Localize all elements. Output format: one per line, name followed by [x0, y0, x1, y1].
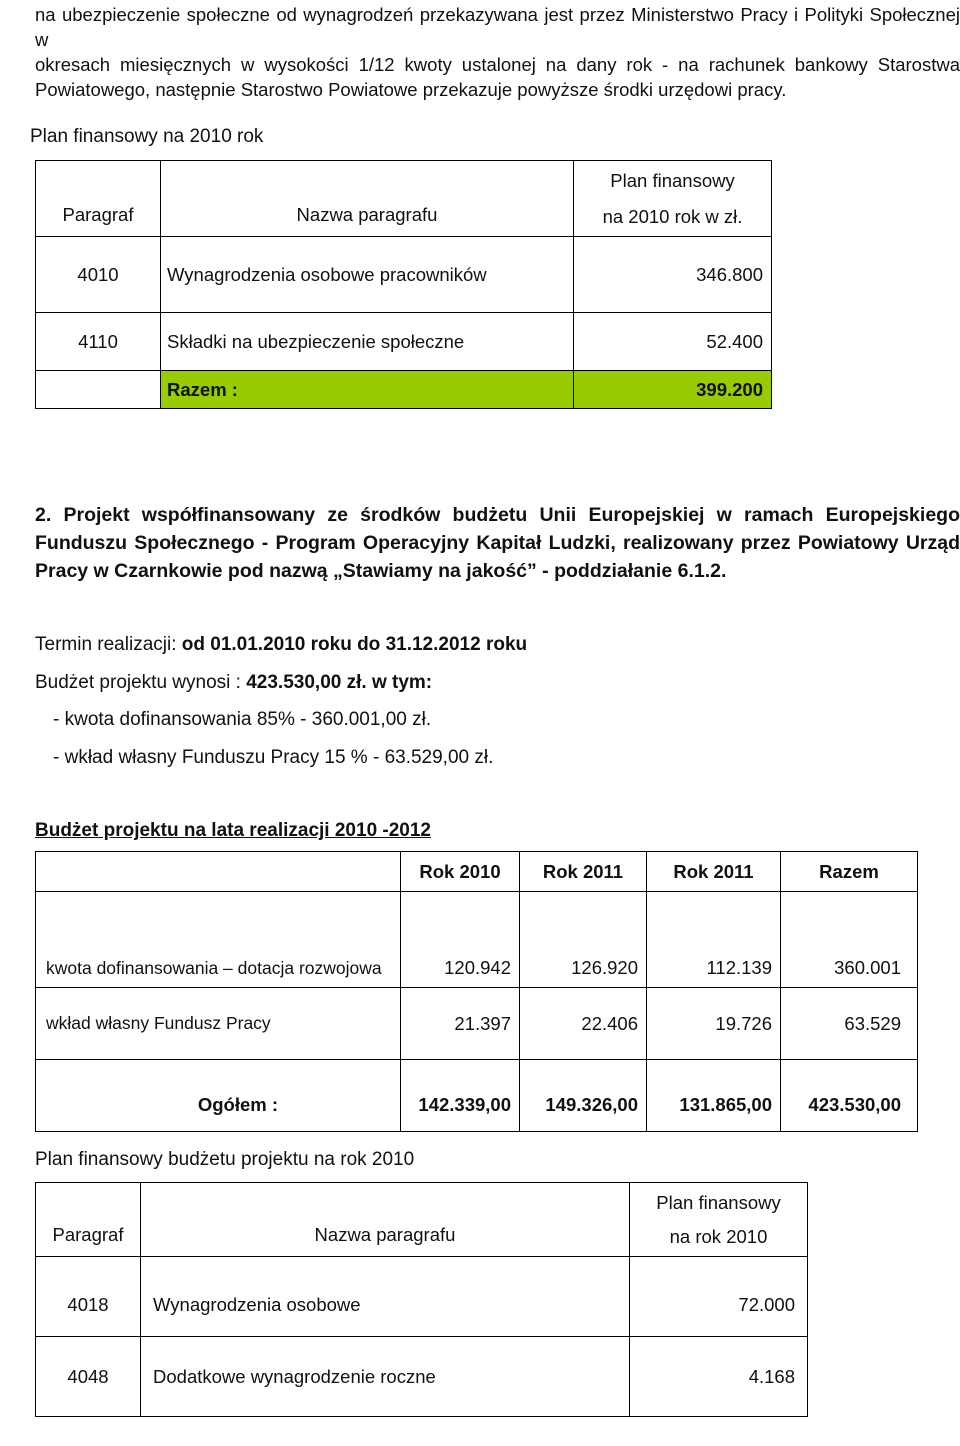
table-header-row	[36, 852, 918, 892]
total-row	[36, 1060, 918, 1132]
project-title-line: Pracy w Czarnkowie pod nazwą „Stawiamy na jakość” - poddziałanie 6.1.2.	[35, 560, 727, 582]
row-value: 63.529	[781, 988, 918, 1060]
row-label: kwota dofinansowania – dotacja rozwojowa	[36, 892, 401, 988]
total-value: 142.339,00	[401, 1060, 520, 1132]
cell-kwota: 4.168	[630, 1337, 808, 1417]
header-plan-line2: na rok 2010	[669, 1225, 768, 1247]
total-label: Razem :	[161, 371, 574, 409]
row-value: 22.406	[520, 988, 647, 1060]
cell-nazwa: Składki na ubezpieczenie społeczne	[161, 313, 574, 371]
row-value: 126.920	[520, 892, 647, 988]
budzet-line	[35, 672, 432, 694]
budget-title: Budżet projektu na lata realizacji 2010 -2012	[35, 820, 432, 841]
intro-line: Powiatowego, następnie Starostwo Powiatowe przekazuje powyższe środki urzędowi pracy.	[35, 79, 787, 100]
row-value: 21.397	[401, 988, 520, 1060]
cell-nazwa: Wynagrodzenia osobowe	[141, 1257, 630, 1337]
header-plan	[574, 161, 772, 237]
header-plan	[630, 1183, 808, 1257]
termin-value: od 01.01.2010 roku do 31.12.2012 roku	[181, 634, 528, 655]
header-rok-2011b: Rok 2011	[647, 852, 781, 892]
cell-kwota: 72.000	[630, 1257, 808, 1337]
cell-paragraf: 4048	[36, 1337, 141, 1417]
project-title-line: Funduszu Społecznego - Program Operacyjny Kapitał Ludzki, realizowany przez Powiatowy Urząd	[35, 532, 960, 554]
cell-nazwa: Dodatkowe wynagrodzenie roczne	[141, 1337, 630, 1417]
cell-paragraf: 4110	[36, 313, 161, 371]
header-paragraf: Paragraf	[36, 161, 161, 237]
header-rok-2010: Rok 2010	[401, 852, 520, 892]
project-title-line: 2. Projekt współfinansowany ze środków budżetu Unii Europejskiej w ramach Europejskiego	[35, 504, 960, 526]
table-row	[36, 237, 772, 313]
table-row	[36, 988, 918, 1060]
row-value: 120.942	[401, 892, 520, 988]
header-nazwa: Nazwa paragrafu	[161, 161, 574, 237]
row-value: 112.139	[647, 892, 781, 988]
total-label: Ogółem :	[36, 1060, 401, 1132]
header-plan-line1: Plan finansowy	[656, 1191, 781, 1213]
table-row	[36, 892, 918, 988]
cell-paragraf: 4018	[36, 1257, 141, 1337]
cell-nazwa: Wynagrodzenia osobowe pracowników	[161, 237, 574, 313]
plan-project-title: Plan finansowy budżetu projektu na rok 2010	[35, 1149, 415, 1170]
termin-line	[35, 634, 527, 656]
cell-paragraf: 4010	[36, 237, 161, 313]
header-razem: Razem	[781, 852, 918, 892]
table-row	[36, 313, 772, 371]
total-value: 131.865,00	[647, 1060, 781, 1132]
header-paragraf: Paragraf	[36, 1183, 141, 1257]
row-value: 360.001	[781, 892, 918, 988]
plan2010-title: Plan finansowy na 2010 rok	[30, 126, 264, 147]
budget-table	[35, 851, 918, 1132]
cell-kwota: 346.800	[574, 237, 772, 313]
total-kwota: 399.200	[574, 371, 772, 409]
plan-project-table	[35, 1182, 808, 1417]
list-item: - wkład własny Funduszu Pracy 15 % - 63.529,00 zł.	[53, 747, 494, 768]
header-plan-line2: na 2010 rok w zł.	[602, 205, 743, 227]
total-row	[36, 371, 772, 409]
table-row	[36, 1337, 808, 1417]
header-nazwa: Nazwa paragrafu	[141, 1183, 630, 1257]
project-title	[35, 501, 960, 585]
budzet-value: 423.530,00 zł. w tym:	[246, 672, 433, 693]
list-item: - kwota dofinansowania 85% - 360.001,00 zł.	[53, 709, 432, 730]
plan2010-table	[35, 160, 772, 409]
header-rok-2011: Rok 2011	[520, 852, 647, 892]
cell-kwota: 52.400	[574, 313, 772, 371]
row-value: 19.726	[647, 988, 781, 1060]
row-label: wkład własny Fundusz Pracy	[36, 988, 401, 1060]
total-value: 423.530,00	[781, 1060, 918, 1132]
termin-label: Termin realizacji:	[35, 634, 177, 655]
budzet-label: Budżet projektu wynosi :	[35, 672, 241, 693]
total-value: 149.326,00	[520, 1060, 647, 1132]
header-plan-line1: Plan finansowy	[610, 169, 735, 191]
table-row	[36, 1257, 808, 1337]
intro-line: na ubezpieczenie społeczne od wynagrodzeń przekazywana jest przez Ministerstwo Pracy i Polityki Społecznej w	[35, 4, 960, 50]
intro-paragraph	[35, 2, 960, 102]
intro-line: okresach miesięcznych w wysokości 1/12 kwoty ustalonej na dany rok - na rachunek bankowy Starostwa	[35, 54, 960, 75]
